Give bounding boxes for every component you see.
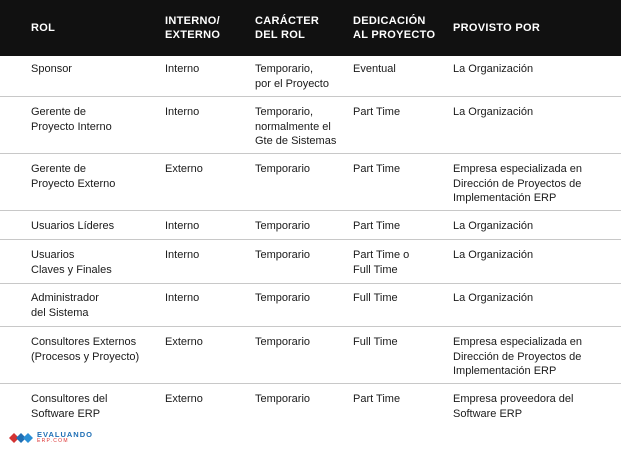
cell-interno: Interno [165,249,200,261]
cell-caracter: Temporario [255,336,311,348]
cell-interno: Interno [165,292,200,304]
table-header [0,0,621,56]
header-caracter: CARÁCTER DEL ROL [255,15,320,41]
cell-provisto: Empresa especializada en Dirección de Proyectos de Implementación ERP [453,163,583,204]
header-dedicacion: DEDICACIÓN AL PROYECTO [353,15,436,41]
cell-dedicacion: Eventual [353,63,396,75]
cell-provisto: La Organización [453,292,534,304]
header-interno-externo: INTERNO/ EXTERNO [165,15,221,41]
cell-rol: Consultores del Software ERP [31,393,108,420]
logo-name: EVALUANDO [37,430,93,439]
brand-logo[interactable] [8,429,93,447]
cell-rol: Gerente de Proyecto Interno [31,106,112,133]
cell-provisto: Empresa especializada en Dirección de Proyectos de Implementación ERP [453,336,583,377]
cell-rol: Usuarios Líderes [31,220,115,232]
cell-dedicacion: Part Time o Full Time [353,249,410,276]
cell-caracter: Temporario [255,163,311,175]
cell-caracter: Temporario [255,220,311,232]
cell-caracter: Temporario [255,292,311,304]
cell-rol: Sponsor [31,63,72,75]
cell-interno: Interno [165,220,200,232]
cell-rol: Administrador del Sistema [31,292,99,319]
cell-caracter: Temporario [255,393,311,405]
cell-interno: Externo [165,336,203,348]
row-divider [0,326,621,327]
row-divider [0,239,621,240]
row-divider [0,383,621,384]
cell-provisto: La Organización [453,63,534,75]
cell-interno: Interno [165,63,200,75]
cell-provisto: La Organización [453,106,534,118]
cell-provisto: La Organización [453,220,534,232]
cell-rol: Usuarios Claves y Finales [31,249,112,276]
cell-provisto: La Organización [453,249,534,261]
cell-dedicacion: Full Time [353,292,398,304]
row-divider [0,96,621,97]
cell-interno: Externo [165,163,203,175]
cell-provisto: Empresa proveedora del Software ERP [453,393,574,420]
cell-dedicacion: Part Time [353,220,401,232]
cell-dedicacion: Part Time [353,163,401,175]
header-provisto-por: PROVISTO POR [453,22,541,34]
cell-caracter: Temporario, por el Proyecto [255,63,329,90]
logo-subtext: ERP.COM [37,438,69,444]
cell-dedicacion: Part Time [353,106,401,118]
cell-rol: Consultores Externos (Procesos y Proyecto) [31,336,140,363]
cell-interno: Interno [165,106,200,118]
cell-caracter: Temporario [255,249,311,261]
row-divider [0,210,621,211]
cell-rol: Gerente de Proyecto Externo [31,163,116,190]
row-divider [0,153,621,154]
header-rol: ROL [31,22,56,34]
cell-caracter: Temporario, normalmente el Gte de Sistemas [255,106,337,147]
cell-interno: Externo [165,393,203,405]
row-divider [0,283,621,284]
cell-dedicacion: Full Time [353,336,398,348]
cell-dedicacion: Part Time [353,393,401,405]
diamond-logo-icon [8,430,34,446]
